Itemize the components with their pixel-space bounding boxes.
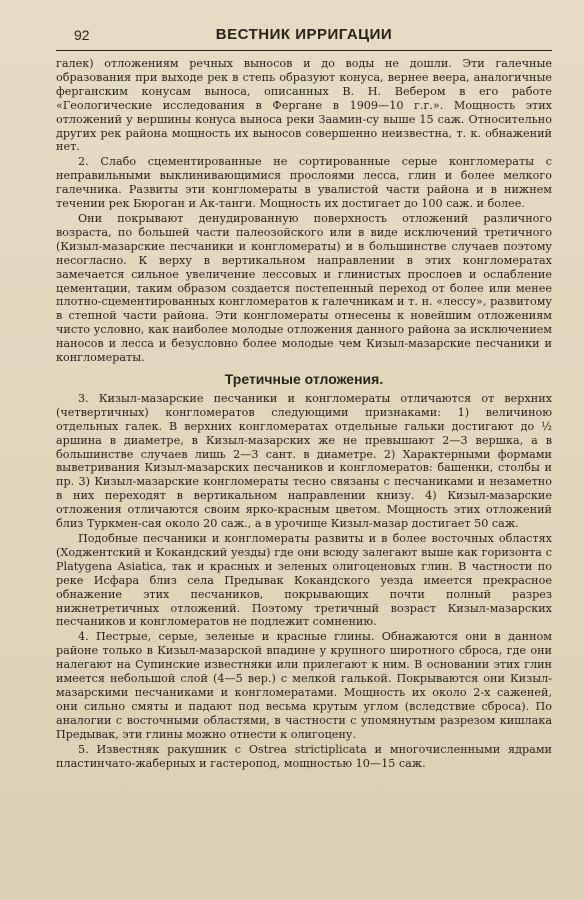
paragraph-7: 5. Известняк ракушник с Ostrea strictiplicata и многочисленными ядрами пластинчато-жаберных и гастеропод, мощностью 10—15 саж.: [56, 742, 552, 770]
body-text-top: [56, 57, 552, 365]
paragraph-3: Они покрывают денудированную поверхность отложений различного возраста, по большей части палеозойского или в виде исключений третичного (Кизыл-мазарские песчаники и конгломераты) и в большинстве случаев поэтому несогласно. К верху в вертикальном направлении в этих конгломератах замечается сильное увеличение лессовых и глинистых прослоев и ослабление цементации, таким образом создается постепенный переход от более или менее плотно-сцементированных конгломератов к галечникам и т. н. «лессу», развитому в степной части района. Эти конгломераты отнесены к новейшим отложениям чисто условно, как наиболее молодые отложения данного района за исключением наносов и лесса и безусловно более молодые чем Кизыл-мазарские песчаники и конгломераты.: [56, 211, 552, 365]
journal-title: ВЕСТНИК ИРРИГАЦИИ: [215, 26, 393, 43]
page-number: 92: [74, 27, 90, 43]
page-header: [56, 24, 552, 51]
paragraph-2: 2. Слабо сцементированные не сортированные серые конгломераты с неправильными выклинивающимися прослоями лесса, глин и более мелкого галечника. Развиты эти конгломераты в увалистой части района и в нижнем течении рек Бюроган и Ак-танги. Мощность их достигает до 100 саж. и более.: [56, 155, 552, 211]
body-text-bottom: [56, 392, 552, 770]
paragraph-5: Подобные песчаники и конгломераты развиты и в более восточных областях (Ходжентский и Кокандский уезды) где они всюду залегают выше как горизонта с Platygena Asiatica, так и красных и зеленых олигоценовых глин. В частности по реке Исфара близ села Предывак Кокандского уезда имеется прекрасное обнажение этих песчаников, покрывающих почти полный разрез нижнетретичных отложений. Поэтому третичный возраст Кизыл-мазарских песчаников и конгломератов не подлежит сомнению.: [56, 532, 552, 629]
paragraph-6: 4. Пестрые, серые, зеленые и красные глины. Обнажаются они в данном районе только в Кизыл-мазарской впадине у крупного широтного сброса, где они налегают на Супинские известняки или прилегают к ним. В основании этих глин имеется небольшой слой (4—5 вер.) с мелкой галькой. Покрываются они Кизыл-мазарскими песчаниками и конгломератами. Мощность их около 2-х саженей, они сильно смяты и падают под весьма крутым углом (вследствие сброса). По аналогии с восточными областями, в частности с упомянутым разрезом кишлака Предывак, эти глины можно отнести к олигоцену.: [56, 630, 552, 741]
section-title: Третичные отложения.: [224, 370, 384, 387]
paragraph-1: галек) отложениям речных выносов и до воды не дошли. Эти галечные образования при выходе рек в степь образуют конуса, вернее веера, аналогичные ферганским конусам выноса, описанных В. Н. Вебером в его работе «Геологические исследования в Фергане в 1909—10 г.г.». Мощность этих отложений у вершины конуса выноса реки Заамин-су выше 15 саж. Относительно других рек района мощность их выносов совершенно неизвестна, т. к. обнажений нет.: [56, 57, 552, 154]
paragraph-4: 3. Кизыл-мазарские песчаники и конгломераты отличаются от верхних (четвертичных) конгломератов следующими признаками: 1) величиною отдельных галек. В верхних конгломератах отдельные гальки достигают до ½ аршина в диаметре, в Кизыл-мазарских же не превышают 2—3 вершка, а в большинстве случаев лишь 2—3 сант. в диаметре. 2) Характерными формами выветривания Кизыл-мазарских песчаников и конгломератов: башенки, столбы и пр. 3) Кизыл-мазарские конгломераты тесно связаны с песчаниками и незаметно в них переходят в вертикальном направлении книзу. 4) Кизыл-мазарские отложения отличаются своим ярко-красным цветом. Мощность этих отложений близ Туркмен-сая около 20 саж., а в урочище Кизыл-мазар достигает 50 саж.: [56, 391, 552, 531]
